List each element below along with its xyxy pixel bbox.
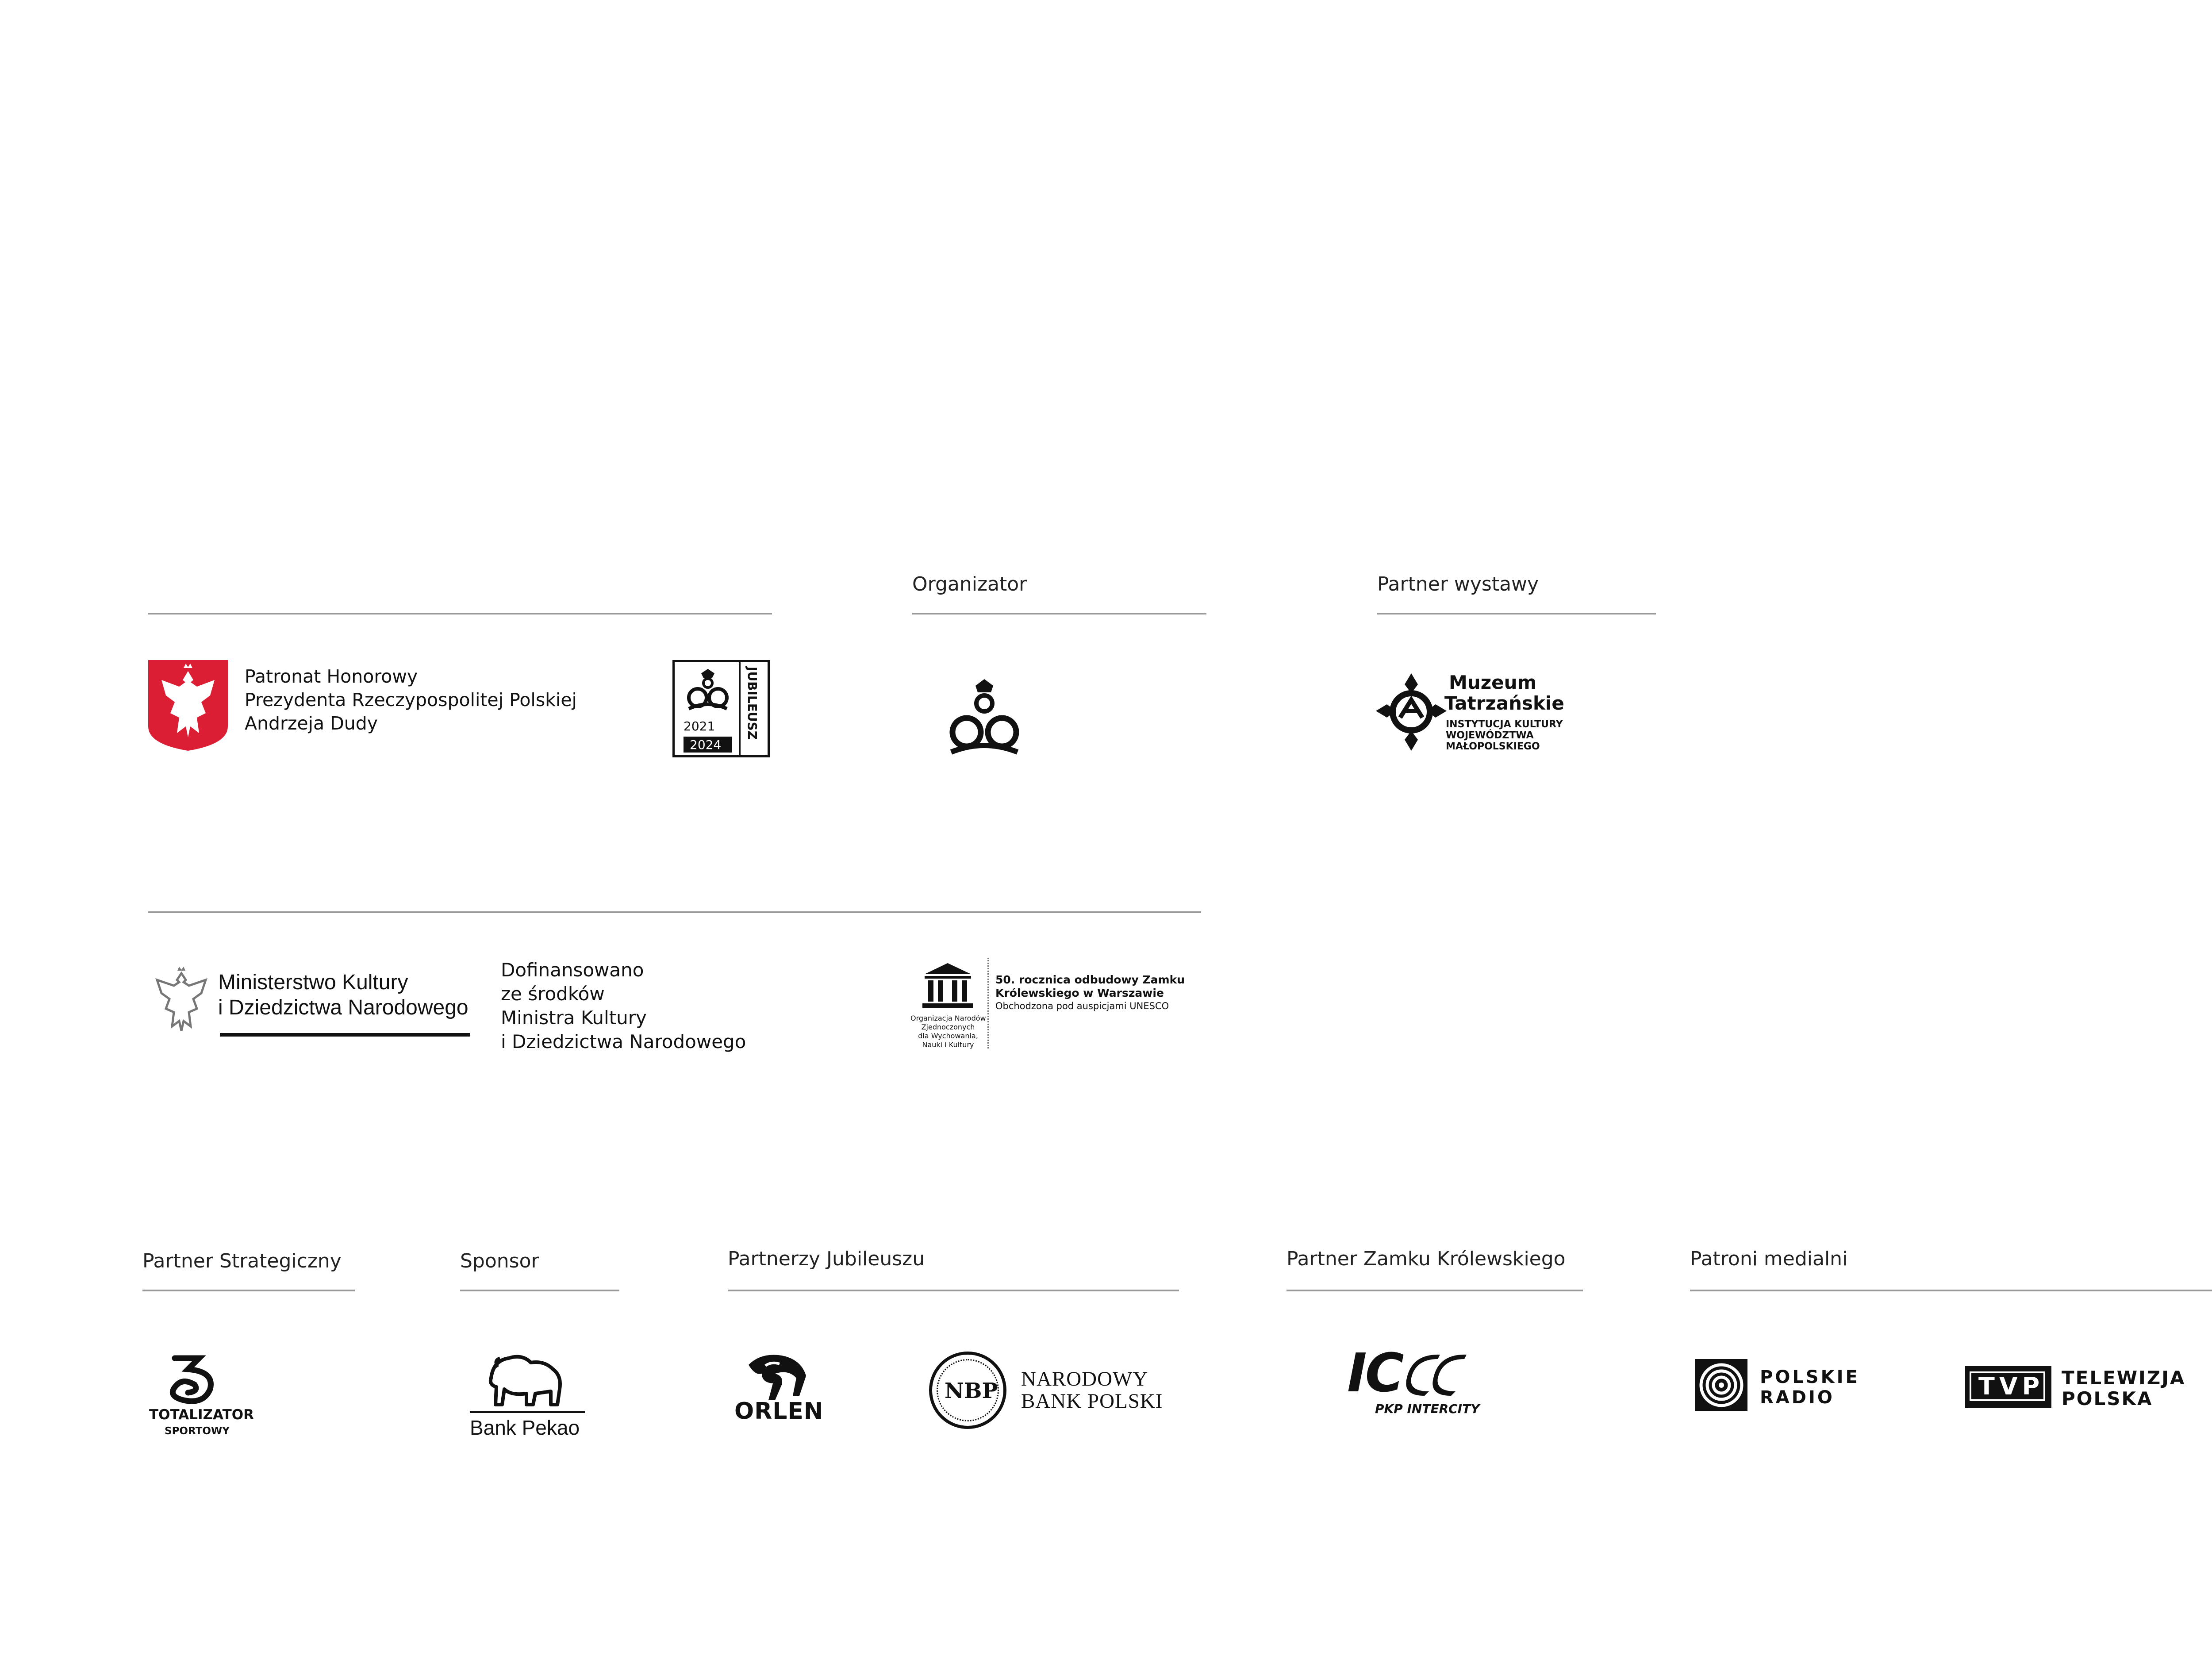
sponsor-heading: Sponsor	[460, 1250, 539, 1272]
patronage-line-2: Prezydenta Rzeczypospolitej Polskiej	[245, 689, 577, 710]
polskie-radio-line-1: POLSKIE	[1760, 1367, 1860, 1387]
totalizator-line-2: SPORTOWY	[165, 1425, 230, 1437]
media-patrons-rule	[1690, 1290, 2212, 1291]
castle-partner-heading: Partner Zamku Królewskiego	[1286, 1248, 1566, 1270]
ministry-underline	[220, 1033, 470, 1037]
castle-partner-rule	[1286, 1290, 1583, 1291]
pekao-name: Bank Pekao	[470, 1416, 580, 1439]
funding-line-3: Ministra Kultury	[501, 1007, 647, 1029]
nbp-logo	[929, 1352, 1006, 1429]
totalizator-logo	[157, 1354, 228, 1407]
jubilee-word: JUBILEUSZ	[745, 667, 760, 740]
unesco-line-1: 50. rocznica odbudowy Zamku	[995, 973, 1185, 986]
castle-crown-icon	[925, 655, 1044, 761]
crown-icon	[684, 669, 732, 718]
museum-name-2: Tatrzańskie	[1444, 692, 1564, 714]
totalizator-line-1: TOTALIZATOR	[149, 1407, 254, 1423]
organizer-heading: Organizator	[912, 573, 1027, 595]
museum-name-1: Muzeum	[1449, 672, 1537, 693]
patronage-line-3: Andrzeja Dudy	[245, 713, 378, 734]
tvp-mark: TVP	[1978, 1372, 2044, 1400]
nbp-line-2: BANK POLSKI	[1021, 1390, 1163, 1413]
funding-line-2: ze środków	[501, 983, 605, 1005]
tatra-museum-logo	[1376, 673, 1447, 751]
jubilee-badge	[672, 660, 770, 757]
unesco-line-2: Królewskiego w Warszawie	[995, 987, 1164, 999]
jubilee-year-end-box	[684, 737, 732, 753]
tvp-logo	[1965, 1366, 2051, 1408]
unesco-divider	[987, 958, 989, 1048]
radio-waves-icon	[1695, 1359, 1747, 1411]
museum-sub-1: INSTYTUCJA KULTURY	[1446, 719, 1563, 730]
organizer-rule	[912, 613, 1206, 614]
nbp-line-1: NARODOWY	[1021, 1367, 1148, 1390]
intercity-c-icon	[1407, 1354, 1469, 1398]
exhibition-partner-rule	[1377, 613, 1656, 614]
patronage-rule	[148, 613, 772, 614]
royal-castle-seal-logo	[925, 655, 1044, 761]
exhibition-partner-heading: Partner wystawy	[1377, 573, 1539, 595]
bison-icon	[487, 1352, 566, 1409]
jubilee-partners-rule	[728, 1290, 1179, 1291]
polskie-radio-line-2: RADIO	[1760, 1387, 1835, 1408]
totalizator-swirl-icon	[157, 1354, 228, 1407]
jubilee-divider	[739, 662, 741, 755]
museum-sub-3: MAŁOPOLSKIEGO	[1446, 741, 1540, 752]
museum-sub-2: WOJEWÓDZTWA	[1446, 730, 1534, 741]
orlen-name: ORLEN	[734, 1398, 824, 1425]
tvp-line-2: POLSKA	[2062, 1388, 2153, 1409]
nbp-abbr: NBP	[945, 1379, 998, 1403]
orlen-logo	[744, 1352, 810, 1400]
tatra-cross-icon	[1376, 673, 1447, 751]
ministry-logo	[148, 964, 215, 1037]
gray-eagle-icon	[148, 964, 215, 1037]
tvp-line-1: TELEWIZJA	[2062, 1367, 2186, 1389]
unesco-temple-icon	[920, 961, 975, 1010]
unesco-org-3: dla Wychowania,	[918, 1032, 978, 1040]
jubilee-partners-heading: Partnerzy Jubileuszu	[728, 1248, 925, 1270]
ministry-line-1: Ministerstwo Kultury	[218, 971, 408, 994]
funding-line-4: i Dziedzictwa Narodowego	[501, 1031, 746, 1052]
unesco-line-3: Obchodzona pod auspicjami UNESCO	[995, 1001, 1169, 1011]
pekao-rule	[470, 1411, 585, 1413]
polskie-radio-logo	[1695, 1359, 1747, 1411]
intercity-swoosh	[1407, 1354, 1469, 1398]
sponsor-rule	[460, 1290, 619, 1291]
unesco-logo	[920, 961, 975, 1010]
strategic-partner-rule	[142, 1290, 355, 1291]
white-eagle-icon	[148, 660, 228, 751]
funding-line-1: Dofinansowano	[501, 959, 644, 981]
ministry-line-2: i Dziedzictwa Narodowego	[218, 996, 469, 1019]
pekao-logo	[487, 1352, 566, 1409]
intercity-name: PKP INTERCITY	[1375, 1402, 1480, 1416]
intercity-mark: IC	[1347, 1343, 1402, 1404]
polish-emblem-logo	[148, 660, 228, 751]
patronage-line-1: Patronat Honorowy	[245, 666, 418, 687]
strategic-partner-heading: Partner Strategiczny	[142, 1250, 342, 1272]
unesco-org-1: Organizacja Narodów	[910, 1014, 986, 1022]
media-patrons-heading: Patroni medialni	[1690, 1248, 1848, 1270]
jubilee-year-start: 2021	[684, 719, 715, 733]
unesco-org-2: Zjednoczonych	[921, 1023, 975, 1031]
unesco-org-4: Nauki i Kultury	[922, 1041, 974, 1049]
ministry-rule	[148, 911, 1201, 913]
eagle-head-icon	[744, 1352, 810, 1400]
jubilee-year-end: 2024	[690, 737, 722, 752]
